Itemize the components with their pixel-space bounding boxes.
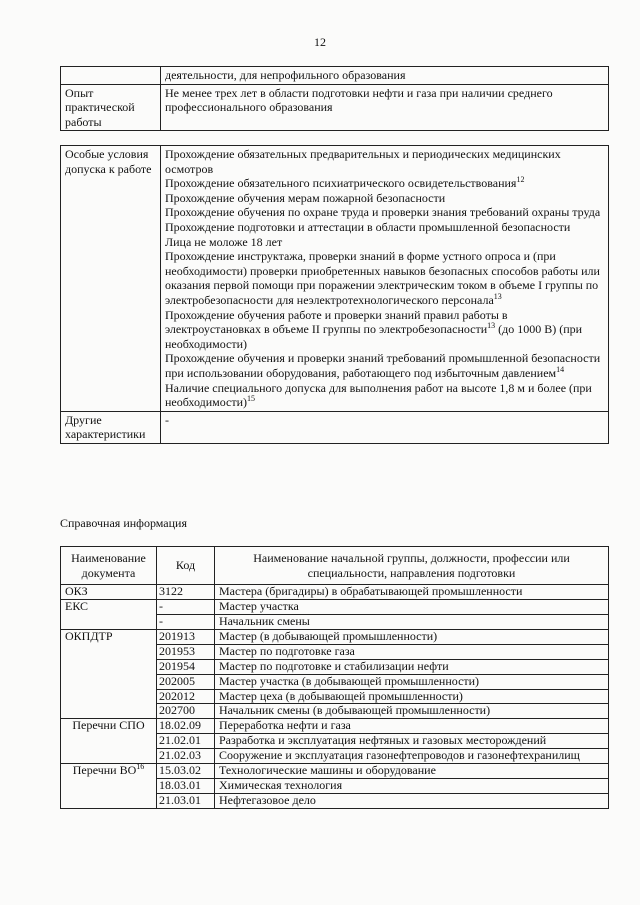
footnote-ref: 15: [247, 394, 256, 404]
name-cell: Сооружение и эксплуатация газонефтепроводов и газонефтехранилищ: [215, 749, 609, 764]
header-code: Код: [157, 547, 215, 585]
group-label: Перечни ВО: [72, 763, 137, 778]
table-row: [61, 629, 609, 644]
table-row: [61, 764, 609, 779]
group-label: Перечни СПО: [72, 718, 145, 733]
name-cell: Химическая технология: [215, 778, 609, 793]
code-cell: 21.02.01: [157, 734, 215, 749]
condition-item: [165, 235, 604, 250]
condition-item: [165, 381, 604, 410]
row-label-other: Другие характеристики: [61, 411, 161, 443]
name-cell: Мастер участка: [215, 600, 609, 615]
name-cell: Мастера (бригадиры) в обрабатывающей промышленности: [215, 585, 609, 600]
section-title: Справочная информация: [60, 516, 187, 530]
condition-text: Прохождение обязательных предварительных и периодических медицинских осмотров: [165, 147, 561, 176]
group-label: ОКЗ: [65, 584, 88, 599]
name-cell: Мастер по подготовке и стабилизации нефти: [215, 659, 609, 674]
footnote-ref: 12: [516, 175, 525, 185]
footnote-ref: 16: [136, 762, 145, 772]
name-cell: Переработка нефти и газа: [215, 719, 609, 734]
row-label: [61, 67, 161, 85]
header-document: Наименование документа: [61, 547, 157, 585]
name-cell: Начальник смены: [215, 615, 609, 630]
condition-text: Прохождение обучения и проверки знаний требований промышленной безопасности при использовании оборудования, работающего под избыточным давлением: [165, 351, 601, 380]
condition-text: Наличие специального допуска для выполнения работ на высоте 1,8 м и более (при необходимости): [165, 380, 592, 410]
code-cell: 18.02.09: [157, 719, 215, 734]
row-label-experience: Опыт практической работы: [61, 84, 161, 131]
condition-text: Прохождение подготовки и аттестации в области промышленной безопасности: [165, 219, 571, 234]
table-row: [61, 585, 609, 600]
code-cell: -: [157, 615, 215, 630]
group-okz: [61, 585, 157, 600]
table-row: [61, 146, 609, 412]
code-cell: 3122: [157, 585, 215, 600]
name-cell: Начальник смены (в добывающей промышленности): [215, 704, 609, 719]
table-header-row: [61, 547, 609, 585]
code-cell: 15.03.02: [157, 764, 215, 779]
code-cell: 21.02.03: [157, 749, 215, 764]
footnote-ref: 13: [493, 291, 502, 301]
name-cell: Разработка и эксплуатация нефтяных и газовых месторождений: [215, 734, 609, 749]
row-content-experience: Не менее трех лет в области подготовки нефти и газа при наличии среднего профессионального образования: [161, 84, 609, 131]
group-label: ЕКС: [65, 599, 89, 614]
table-row: [61, 719, 609, 734]
condition-text: Прохождение обучения по охране труда и проверки знания требований охраны труда: [165, 205, 601, 220]
condition-item: [165, 191, 604, 206]
reference-table: [60, 546, 609, 809]
name-cell: Нефтегазовое дело: [215, 793, 609, 808]
code-cell: 202700: [157, 704, 215, 719]
conditions-list: [161, 146, 609, 412]
condition-item: [165, 351, 604, 380]
code-cell: 201954: [157, 659, 215, 674]
condition-item: [165, 249, 604, 307]
qualification-table-top: [60, 66, 609, 131]
header-name: Наименование начальной группы, должности, профессии или специальности, направления подготовки: [215, 547, 609, 585]
group-vo: [61, 764, 157, 809]
page-number: 12: [314, 35, 326, 49]
name-cell: Мастер участка (в добывающей промышленности): [215, 674, 609, 689]
code-cell: 21.03.01: [157, 793, 215, 808]
condition-item: [165, 308, 604, 352]
condition-item: [165, 205, 604, 220]
code-cell: 18.03.01: [157, 778, 215, 793]
condition-item: [165, 176, 604, 191]
table-row: [61, 84, 609, 131]
code-cell: -: [157, 600, 215, 615]
table-row: [61, 67, 609, 85]
condition-text: Прохождение обязательного психиатрического освидетельствования: [165, 176, 517, 191]
code-cell: 202012: [157, 689, 215, 704]
table-row: [61, 411, 609, 443]
code-cell: 202005: [157, 674, 215, 689]
name-cell: Мастер (в добывающей промышленности): [215, 629, 609, 644]
footnote-ref: 13: [487, 321, 496, 331]
condition-text: Лица не моложе 18 лет: [165, 234, 283, 249]
group-eks: [61, 600, 157, 630]
condition-text: Прохождение инструктажа, проверки знаний в форме устного опроса и (при необходимости) проверки приобретенных навыков безопасных способов работы или оказания первой помощи при поражении электрическим током в объеме I группы по электробезопасности для неэлектротехнологического персонала: [165, 249, 600, 307]
code-cell: 201953: [157, 644, 215, 659]
condition-item: [165, 220, 604, 235]
table-row: [61, 600, 609, 615]
condition-item: [165, 147, 604, 176]
group-label: ОКПДТР: [65, 628, 113, 643]
name-cell: Технологические машины и оборудование: [215, 764, 609, 779]
other-characteristics-value: -: [161, 411, 609, 443]
name-cell: Мастер по подготовке газа: [215, 644, 609, 659]
code-cell: 201913: [157, 629, 215, 644]
footnote-ref: 14: [556, 364, 565, 374]
row-content: деятельности, для непрофильного образования: [161, 67, 609, 85]
condition-text: Прохождение обучения мерам пожарной безопасности: [165, 190, 446, 205]
name-cell: Мастер цеха (в добывающей промышленности): [215, 689, 609, 704]
group-okpdtr: [61, 629, 157, 718]
row-label-special-conditions: Особые условия допуска к работе: [61, 146, 161, 412]
admission-conditions-table: [60, 145, 609, 444]
condition-text: Прохождение обучения работе и проверки знаний правил работы в электроустановках в объеме II группы по электробезопасности: [165, 307, 508, 337]
condition-text-tail: (до 1000 В) (при необходимости): [165, 322, 583, 351]
group-spo: [61, 719, 157, 764]
